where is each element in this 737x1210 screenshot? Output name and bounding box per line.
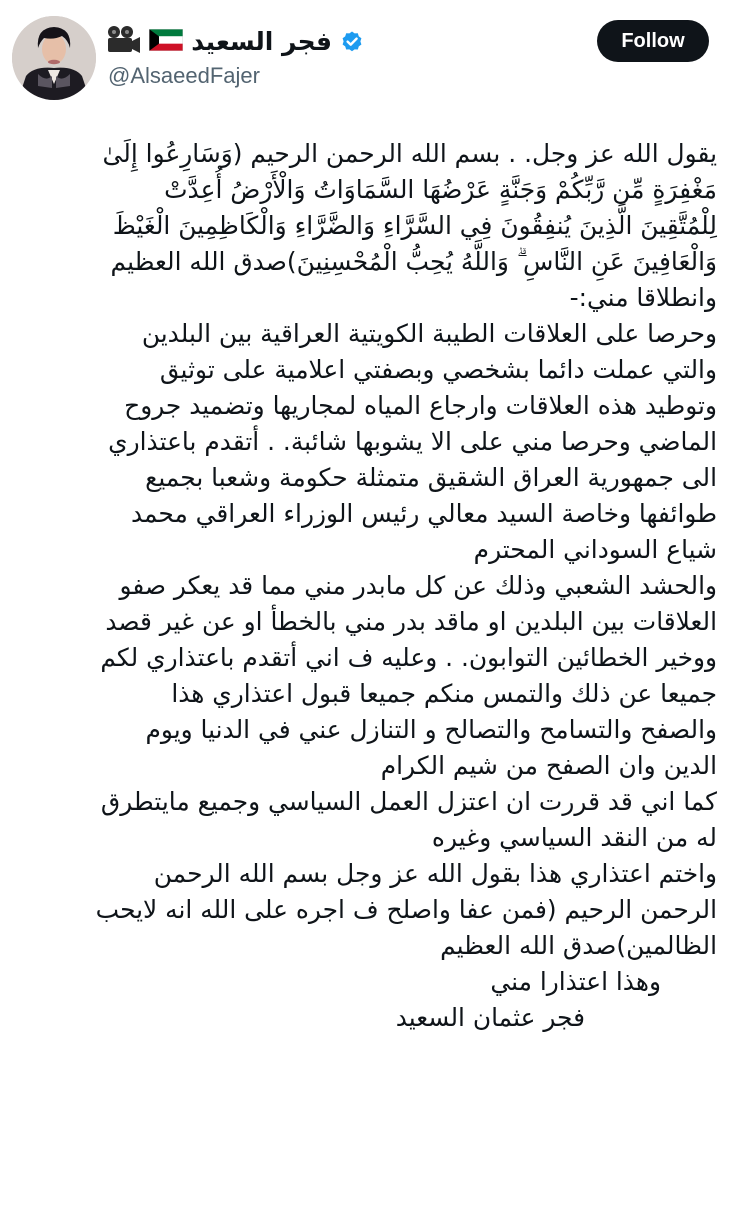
display-name[interactable]: فجر السعيد <box>191 27 332 56</box>
follow-button[interactable]: Follow <box>597 20 709 62</box>
tweet-line: ووخير الخطائين التوابون. . وعليه ف اني أتقدم باعتذاري لكم <box>100 643 717 672</box>
tweet-line: لِلْمُتَّقِينَ الَّذِينَ يُنفِقُونَ فِي السَّرَّاءِ وَالضَّرَّاءِ وَالْكَاظِمِينَ الْغَيْظَ <box>112 211 717 240</box>
tweet-line: مَغْفِرَةٍ مِّن رَّبِّكُمْ وَجَنَّةٍ عَرْضُهَا السَّمَاوَاتُ وَالْأَرْضُ أُعِدَّتْ <box>164 175 717 204</box>
tweet-line: والصفح والتسامح والتصالح و التنازل عني في الدنيا ويوم <box>145 715 717 744</box>
tweet-line: الظالمين)صدق الله العظيم <box>440 931 717 960</box>
tweet-line: له من النقد السياسي وغيره <box>431 823 717 852</box>
tweet-line: واختم اعتذاري هذا بقول الله عز وجل بسم الله الرحمن <box>153 859 717 888</box>
tweet-line: والحشد الشعبي وذلك عن كل مابدر مني مما قد يعكر صفو <box>119 571 717 600</box>
kuwait-flag-icon <box>149 29 183 55</box>
tweet-line: الماضي وحرصا مني على الا يشوبها شائبة. . أتقدم باعتذاري <box>108 427 717 456</box>
tweet-line: شياع السوداني المحترم <box>473 535 717 564</box>
avatar-photo-icon <box>12 16 96 100</box>
verified-badge-icon <box>340 30 364 54</box>
tweet-line: وهذا اعتذارا مني <box>490 967 661 996</box>
user-handle[interactable]: @AlsaeedFajer <box>108 63 260 88</box>
tweet-line: وانطلاقا مني:- <box>569 283 717 312</box>
tweet-line: طوائفها وخاصة السيد معالي رئيس الوزراء العراقي محمد <box>130 499 717 528</box>
tweet-line: العلاقات بين البلدين او ماقد بدر مني بالخطأ او عن غير قصد <box>105 607 717 636</box>
tweet-signature: فجر عثمان السعيد <box>395 1003 585 1032</box>
tweet-header <box>0 0 737 110</box>
tweet-line: والتي عملت دائما بشخصي وبصفتي اعلامية على توثيق <box>159 355 717 384</box>
tweet-line: جميعا عن ذلك والتمس منكم جميعا قبول اعتذاري هذا <box>171 679 717 708</box>
avatar[interactable] <box>12 16 96 100</box>
tweet-line: كما اني قد قررت ان اعتزل العمل السياسي وجميع مايتطرق <box>100 787 717 816</box>
movie-camera-icon <box>105 25 141 59</box>
tweet-line: الدين وان الصفح من شيم الكرام <box>380 751 717 780</box>
tweet-line: الى جمهورية العراق الشقيق متمثلة حكومة وشعبا بجميع <box>145 463 717 492</box>
tweet-line: الرحمن الرحيم (فمن عفا واصلح ف اجره على الله انه لايحب <box>95 895 717 924</box>
tweet-line: وحرصا على العلاقات الطيبة الكويتية العراقية بين البلدين <box>141 319 717 348</box>
tweet-text <box>17 136 717 1036</box>
tweet-line: يقول الله عز وجل. . بسم الله الرحمن الرحيم (وَسَارِعُوا إِلَىٰ <box>102 139 717 168</box>
tweet-line: وتوطيد هذه العلاقات وارجاع المياه لمجاريها وتضميد جروح <box>124 391 717 420</box>
name-row <box>105 24 364 60</box>
tweet-line: وَالْعَافِينَ عَنِ النَّاسِ ۗ وَاللَّهُ يُحِبُّ الْمُحْسِنِينَ)صدق الله العظيم <box>110 247 717 276</box>
